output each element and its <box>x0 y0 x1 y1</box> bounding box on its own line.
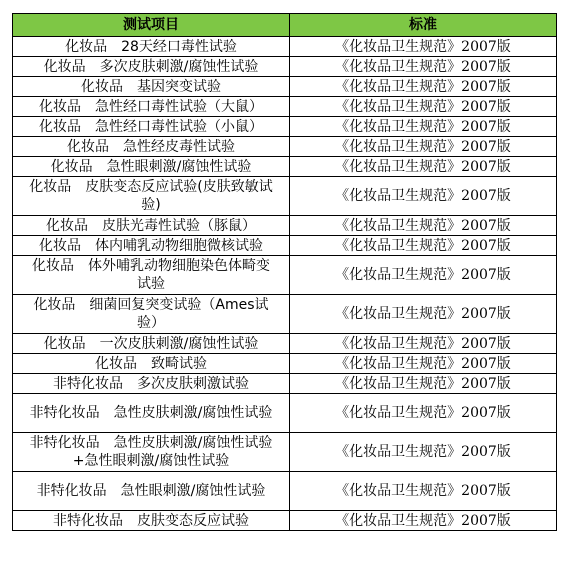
table-row <box>13 295 557 334</box>
standard-cell: 《化妆品卫生规范》2007版 <box>290 57 557 77</box>
table-row <box>13 433 557 472</box>
test-item-cell: 化妆品 细菌回复突变试验（Ames试验） <box>13 295 290 334</box>
test-item-cell: 化妆品 体外哺乳动物细胞染色体畸变试验 <box>13 256 290 295</box>
standard-cell: 《化妆品卫生规范》2007版 <box>290 433 557 472</box>
test-item-cell: 化妆品 皮肤光毒性试验（豚鼠） <box>13 216 290 236</box>
standard-cell: 《化妆品卫生规范》2007版 <box>290 117 557 137</box>
table-row <box>13 236 557 256</box>
table-row <box>13 374 557 394</box>
standard-cell: 《化妆品卫生规范》2007版 <box>290 295 557 334</box>
standard-cell: 《化妆品卫生规范》2007版 <box>290 137 557 157</box>
test-item-cell: 非特化妆品 多次皮肤刺激试验 <box>13 374 290 394</box>
standard-cell: 《化妆品卫生规范》2007版 <box>290 334 557 354</box>
standard-cell: 《化妆品卫生规范》2007版 <box>290 37 557 57</box>
standard-cell: 《化妆品卫生规范》2007版 <box>290 97 557 117</box>
test-item-cell: 化妆品 急性经皮毒性试验 <box>13 137 290 157</box>
table-row <box>13 97 557 117</box>
test-item-cell: 化妆品 基因突变试验 <box>13 77 290 97</box>
table-row <box>13 77 557 97</box>
table-header-row <box>13 14 557 37</box>
test-item-cell: 化妆品 皮肤变态反应试验(皮肤致敏试验) <box>13 177 290 216</box>
table-row <box>13 354 557 374</box>
test-item-cell: 化妆品 急性眼刺激/腐蚀性试验 <box>13 157 290 177</box>
test-item-cell: 化妆品 急性经口毒性试验（大鼠） <box>13 97 290 117</box>
table-row <box>13 137 557 157</box>
test-items-table <box>12 13 557 531</box>
test-item-cell: 非特化妆品 急性皮肤刺激/腐蚀性试验+急性眼刺激/腐蚀性试验 <box>13 433 290 472</box>
table-row <box>13 216 557 236</box>
standard-cell: 《化妆品卫生规范》2007版 <box>290 472 557 511</box>
table-row <box>13 177 557 216</box>
standard-cell: 《化妆品卫生规范》2007版 <box>290 177 557 216</box>
test-items-sheet <box>12 13 556 531</box>
table-row <box>13 394 557 433</box>
test-item-cell: 非特化妆品 皮肤变态反应试验 <box>13 511 290 531</box>
standard-cell: 《化妆品卫生规范》2007版 <box>290 256 557 295</box>
test-item-cell: 化妆品 体内哺乳动物细胞微核试验 <box>13 236 290 256</box>
standard-cell: 《化妆品卫生规范》2007版 <box>290 216 557 236</box>
test-item-cell: 化妆品 多次皮肤刺激/腐蚀性试验 <box>13 57 290 77</box>
table-body <box>13 37 557 531</box>
standard-cell: 《化妆品卫生规范》2007版 <box>290 394 557 433</box>
test-item-cell: 非特化妆品 急性眼刺激/腐蚀性试验 <box>13 472 290 511</box>
standard-cell: 《化妆品卫生规范》2007版 <box>290 77 557 97</box>
test-item-cell: 化妆品 急性经口毒性试验（小鼠） <box>13 117 290 137</box>
standard-cell: 《化妆品卫生规范》2007版 <box>290 236 557 256</box>
test-item-cell: 化妆品 28天经口毒性试验 <box>13 37 290 57</box>
standard-cell: 《化妆品卫生规范》2007版 <box>290 374 557 394</box>
header-test-item: 测试项目 <box>13 14 290 37</box>
standard-cell: 《化妆品卫生规范》2007版 <box>290 354 557 374</box>
test-item-cell: 化妆品 一次皮肤刺激/腐蚀性试验 <box>13 334 290 354</box>
test-item-cell: 化妆品 致畸试验 <box>13 354 290 374</box>
standard-cell: 《化妆品卫生规范》2007版 <box>290 511 557 531</box>
table-row <box>13 511 557 531</box>
standard-cell: 《化妆品卫生规范》2007版 <box>290 157 557 177</box>
table-row <box>13 256 557 295</box>
test-item-cell: 非特化妆品 急性皮肤刺激/腐蚀性试验 <box>13 394 290 433</box>
table-row <box>13 334 557 354</box>
table-row <box>13 37 557 57</box>
table-row <box>13 472 557 511</box>
table-row <box>13 117 557 137</box>
table-row <box>13 157 557 177</box>
table-row <box>13 57 557 77</box>
header-standard: 标准 <box>290 14 557 37</box>
